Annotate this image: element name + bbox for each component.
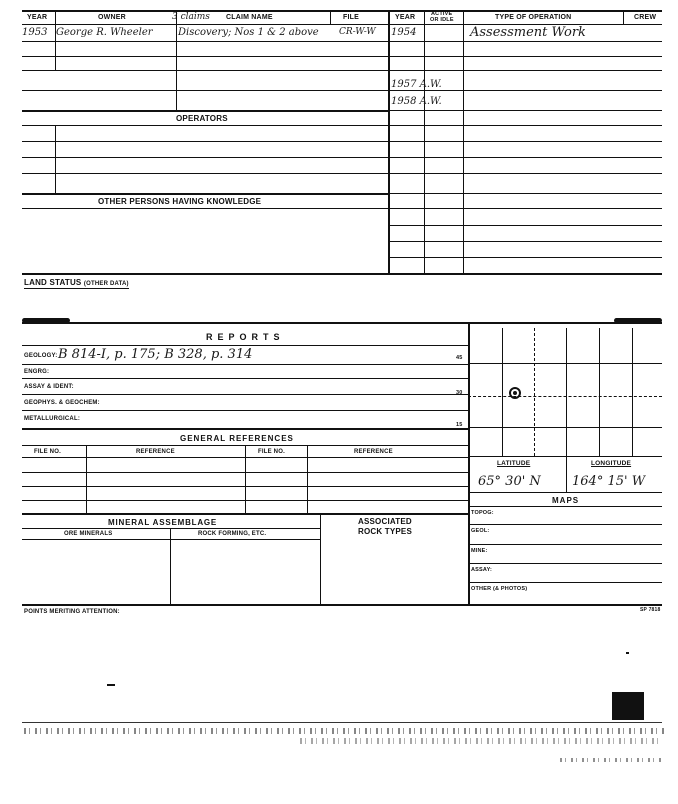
row-rule	[388, 225, 662, 226]
assay-label: ASSAY & IDENT:	[24, 384, 74, 390]
header-active-2: OR IDLE	[430, 17, 454, 23]
center-divider	[388, 10, 390, 274]
row-rule	[22, 125, 388, 126]
row-rule	[388, 70, 662, 71]
row-rule	[22, 56, 388, 57]
row-rule	[22, 345, 468, 346]
maps-geol: GEOL:	[471, 528, 490, 534]
col-divider	[307, 445, 308, 513]
latitude-label: LATITUDE	[497, 460, 531, 467]
associated-2: ROCK TYPES	[358, 527, 413, 536]
mineral-title: MINERAL ASSEMBLAGE	[108, 518, 218, 527]
row-rule	[468, 563, 662, 564]
reference-header-2: REFERENCE	[354, 449, 393, 455]
ore-minerals-header: ORE MINERALS	[64, 531, 113, 537]
general-refs-title: GENERAL REFERENCES	[180, 434, 294, 443]
file-no-header: FILE NO.	[34, 449, 61, 455]
reference-header: REFERENCE	[136, 449, 175, 455]
row-rule	[468, 524, 662, 525]
row-rule	[22, 394, 468, 395]
row-rule	[22, 41, 388, 42]
header-type-op: TYPE OF OPERATION	[495, 14, 572, 21]
latitude-value: 65° 30' N	[478, 474, 541, 489]
reports-title: REPORTS	[206, 332, 285, 342]
row-rule	[388, 193, 662, 194]
col-divider	[55, 125, 56, 193]
header-crew: CREW	[634, 14, 657, 21]
row-rule	[468, 506, 662, 507]
row-rule	[22, 539, 320, 540]
row-rule	[22, 364, 468, 365]
col-divider	[623, 10, 624, 24]
entry-op-year-3: 1958 A.W.	[391, 96, 442, 107]
entry-op-year-2: 1957 A.W.	[391, 79, 442, 90]
grid-mark-30: 30	[456, 390, 463, 396]
land-status-title: LAND STATUS	[24, 278, 82, 287]
form-number: SP 7818	[640, 607, 661, 613]
entry-claim: Discovery; Nos 1 & 2 above	[178, 27, 319, 38]
geology-label: GEOLOGY:	[24, 353, 58, 359]
row-rule	[388, 41, 662, 42]
grid-line	[599, 328, 600, 456]
metallurgical-label: METALLURGICAL:	[24, 416, 81, 422]
row-rule	[22, 528, 320, 529]
grid-line	[468, 396, 662, 397]
entry-file: CR-W-W	[339, 27, 376, 37]
row-rule	[22, 173, 388, 174]
grid-line	[468, 427, 662, 428]
row-rule	[22, 378, 468, 379]
col-divider	[424, 10, 425, 274]
col-divider	[245, 445, 246, 513]
header-file: FILE	[343, 14, 359, 21]
col-divider	[86, 445, 87, 513]
row-rule	[468, 544, 662, 545]
location-marker-icon	[509, 387, 521, 399]
grid-line	[632, 328, 633, 456]
bottom-rule	[22, 604, 662, 606]
longitude-label: LONGITUDE	[591, 460, 632, 467]
lat-long-divider	[566, 456, 567, 492]
scan-noise	[560, 758, 662, 762]
maps-other: OTHER (& PHOTOS)	[471, 586, 528, 592]
row-rule	[388, 56, 662, 57]
row-rule	[22, 513, 468, 515]
points-meriting-attention: POINTS MERITING ATTENTION:	[24, 609, 120, 615]
row-rule	[22, 110, 388, 112]
reports-top-rule	[22, 322, 662, 324]
col-divider	[463, 10, 464, 274]
row-rule	[388, 273, 662, 275]
row-rule	[388, 173, 662, 174]
top-rule	[22, 10, 662, 12]
entry-year: 1953	[22, 27, 48, 38]
scan-artifact-dash	[107, 684, 115, 686]
engrg-label: ENGRG:	[24, 369, 50, 375]
header-active-1: ACTIVE	[431, 11, 453, 17]
row-rule	[22, 193, 388, 195]
operators-heading: OPERATORS	[176, 114, 228, 123]
grid-line	[468, 456, 662, 457]
land-status-sub: (OTHER DATA)	[83, 281, 129, 287]
col-divider	[330, 10, 331, 24]
grid-line	[468, 363, 662, 364]
row-rule	[22, 90, 388, 91]
row-rule	[388, 125, 662, 126]
grid-mark-15: 15	[456, 422, 463, 428]
rock-forming-header: ROCK FORMING, ETC.	[198, 531, 267, 537]
row-rule	[388, 157, 662, 158]
grid-line	[566, 328, 567, 456]
grid-left-edge	[468, 322, 470, 604]
header-year: YEAR	[27, 14, 48, 21]
row-rule	[22, 157, 388, 158]
maps-assay: ASSAY:	[471, 567, 493, 573]
col-divider	[55, 10, 56, 70]
row-rule	[22, 428, 468, 430]
entry-op-type: Assessment Work	[470, 25, 586, 40]
scan-artifact-dot	[626, 652, 629, 654]
geophys-label: GEOPHYS. & GEOCHEM:	[24, 400, 100, 406]
row-rule	[22, 141, 388, 142]
row-rule	[468, 492, 662, 493]
header-claim-name: CLAIM NAME	[226, 14, 273, 21]
grid-line	[534, 328, 535, 456]
col-divider	[176, 10, 177, 110]
scan-noise	[300, 738, 662, 744]
maps-topog: TOPOG:	[471, 510, 494, 516]
row-rule	[388, 141, 662, 142]
scan-noise	[24, 728, 664, 734]
grid-line	[502, 328, 503, 456]
longitude-value: 164° 15' W	[572, 474, 646, 489]
row-rule	[388, 208, 662, 209]
entry-owner: George R. Wheeler	[56, 27, 153, 38]
grid-mark-45: 45	[456, 355, 463, 361]
row-rule	[22, 273, 388, 275]
header-year-2: YEAR	[395, 14, 416, 21]
land-status-label	[24, 278, 129, 289]
other-persons-heading: OTHER PERSONS HAVING KNOWLEDGE	[98, 197, 262, 206]
maps-title: MAPS	[552, 496, 580, 505]
row-rule	[388, 90, 662, 91]
row-rule	[388, 241, 662, 242]
scan-artifact-block	[612, 692, 644, 720]
col-divider	[320, 513, 321, 604]
row-rule	[22, 208, 388, 209]
associated-1: ASSOCIATED	[358, 517, 412, 526]
row-rule	[22, 70, 388, 71]
file-no-header-2: FILE NO.	[258, 449, 285, 455]
header-owner: OWNER	[98, 14, 126, 21]
geology-value: B 814-I, p. 175; B 328, p. 314	[58, 347, 253, 362]
row-rule	[22, 410, 468, 411]
scan-edge-line	[22, 722, 662, 723]
row-rule	[388, 257, 662, 258]
maps-mine: MINE:	[471, 548, 488, 554]
entry-op-year-1: 1954	[391, 27, 417, 38]
row-rule	[388, 110, 662, 111]
header-claims-prefix: 3 claims	[172, 12, 210, 22]
row-rule	[468, 582, 662, 583]
col-divider	[170, 528, 171, 604]
